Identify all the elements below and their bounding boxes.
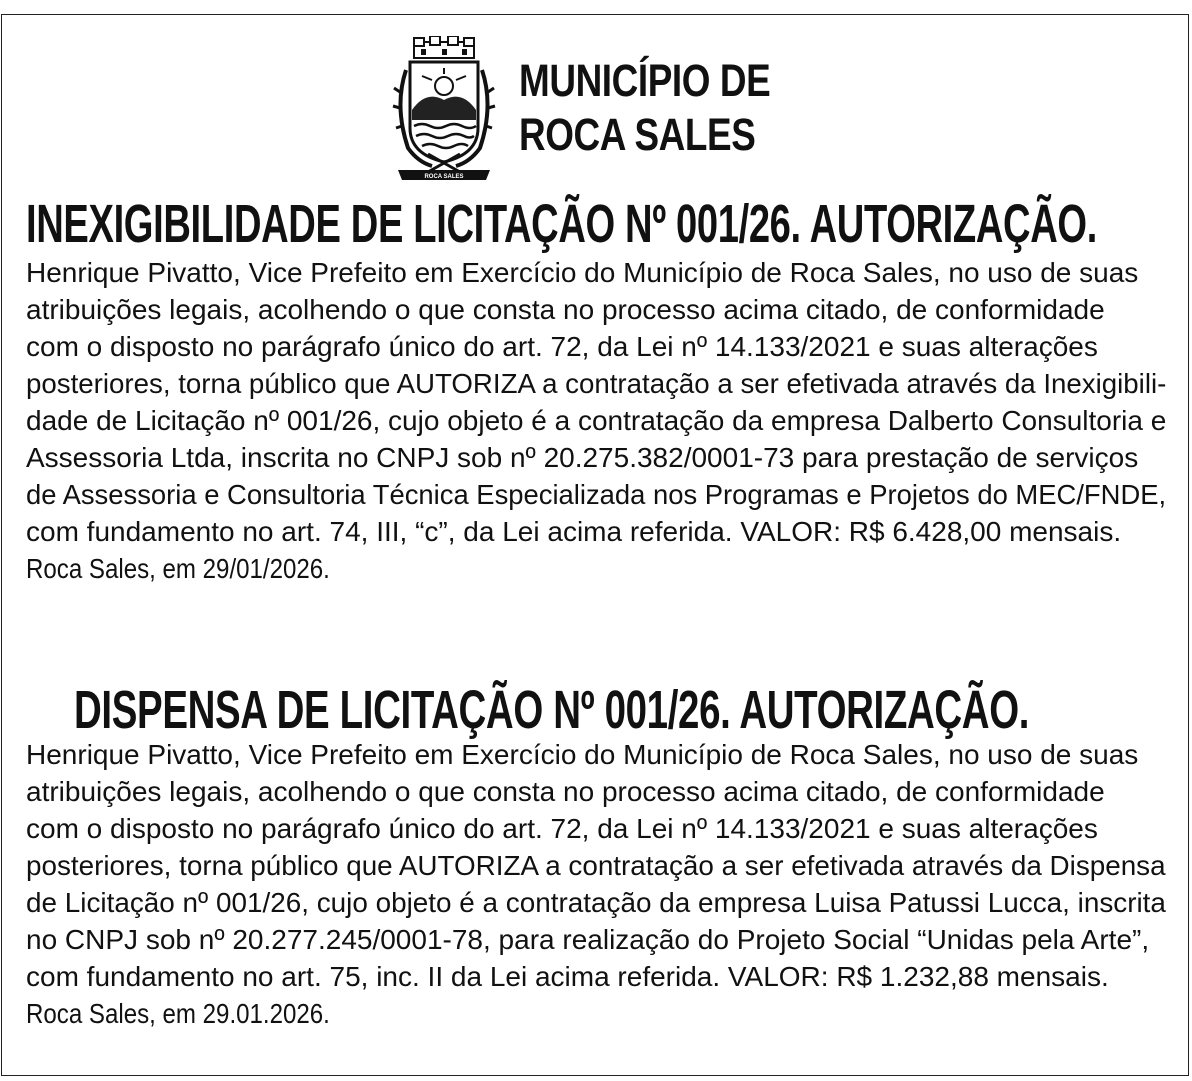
notice-1-line: com o disposto no parágrafo único do art. 72, da Lei nº 14.133/2021 e suas alterações bbox=[26, 331, 1098, 362]
notice-2-line: Henrique Pivatto, Vice Prefeito em Exercício do Município de Roca Sales, no uso de suas bbox=[26, 739, 1139, 770]
notice-1-title: INEXIGIBILIDADE DE LICITAÇÃO Nº 001/26. AUTORIZAÇÃO. bbox=[26, 194, 1097, 254]
municipality-name-line-1: MUNICÍPIO DE bbox=[519, 55, 771, 106]
notice-1-date: Roca Sales, em 29/01/2026. bbox=[26, 553, 330, 584]
notice-1-body bbox=[26, 254, 1166, 587]
notice-1-line: com fundamento no art. 74, III, “c”, da Lei acima referida. VALOR: R$ 6.428,00 mensais. bbox=[26, 516, 1122, 547]
notice-1-line: Henrique Pivatto, Vice Prefeito em Exercício do Município de Roca Sales, no uso de suas bbox=[26, 257, 1139, 288]
notice-2-title: DISPENSA DE LICITAÇÃO Nº 001/26. AUTORIZAÇÃO. bbox=[74, 680, 1030, 740]
notice-2-line: posteriores, torna público que AUTORIZA a contratação a ser efetivada através da Dispensa bbox=[26, 850, 1166, 881]
notice-1-line: de Assessoria e Consultoria Técnica Especializada nos Programas e Projetos do MEC/FNDE, bbox=[26, 479, 1167, 510]
municipal-coat-of-arms-icon bbox=[392, 36, 496, 180]
notice-2-line: atribuições legais, acolhendo o que consta no processo acima citado, de conformidade bbox=[26, 776, 1105, 807]
notice-1-line: posteriores, torna público que AUTORIZA a contratação a ser efetivada através da Inexigibili- bbox=[26, 368, 1167, 399]
municipality-name bbox=[519, 54, 770, 162]
notice-2-line: com fundamento no art. 75, inc. II da Lei acima referida. VALOR: R$ 1.232,88 mensais. bbox=[26, 961, 1109, 992]
municipality-name-line-2: ROCA SALES bbox=[519, 109, 756, 160]
notice-2-body bbox=[26, 736, 1166, 1032]
crest-scroll-text: ROCA SALES bbox=[424, 174, 464, 180]
notice-2-line: com o disposto no parágrafo único do art. 72, da Lei nº 14.133/2021 e suas alterações bbox=[26, 813, 1098, 844]
notice-1-line: dade de Licitação nº 001/26, cujo objeto é a contratação da empresa Dalberto Consultoria e bbox=[26, 405, 1167, 436]
notice-1-line: Assessoria Ltda, inscrita no CNPJ sob nº 20.275.382/0001-73 para prestação de serviços bbox=[26, 442, 1139, 473]
notice-2-line: de Licitação nº 001/26, cujo objeto é a contratação da empresa Luisa Patussi Lucca, inscrita bbox=[26, 887, 1166, 918]
notice-2-line: no CNPJ sob nº 20.277.245/0001-78, para realização do Projeto Social “Unidas pela Arte”, bbox=[26, 924, 1150, 955]
municipality-header bbox=[392, 36, 812, 186]
notice-2-date: Roca Sales, em 29.01.2026. bbox=[26, 998, 330, 1029]
notice-1-line: atribuições legais, acolhendo o que consta no processo acima citado, de conformidade bbox=[26, 294, 1105, 325]
